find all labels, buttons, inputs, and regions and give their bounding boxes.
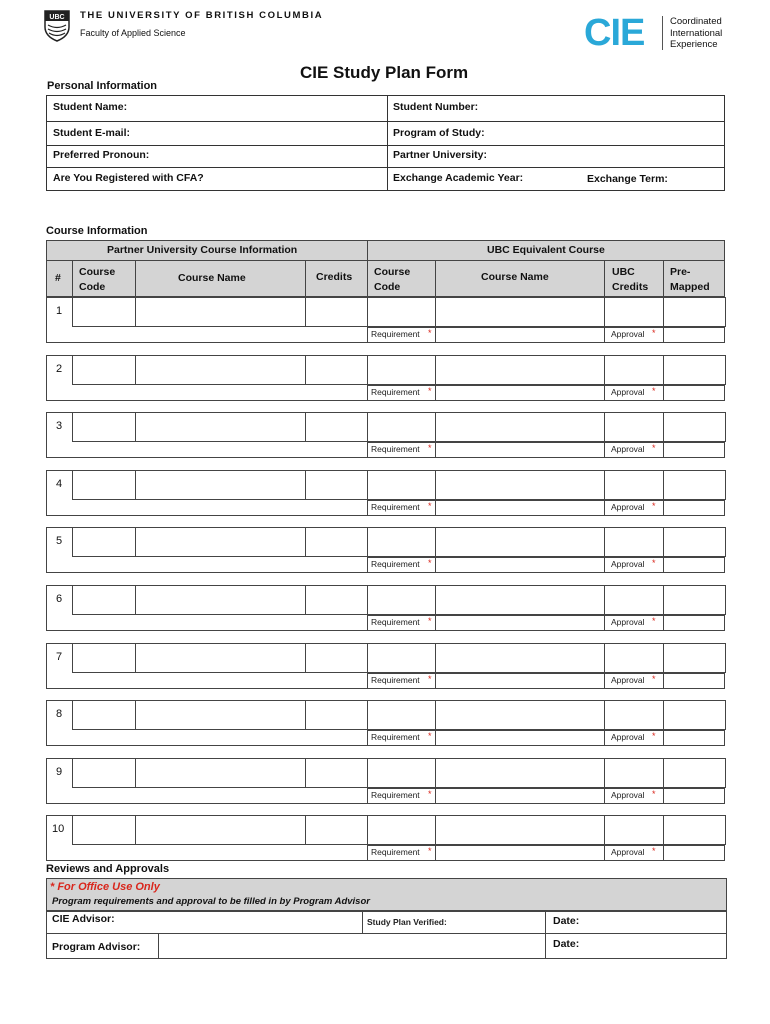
approval-input[interactable] [663, 615, 725, 631]
premapped-input[interactable] [663, 758, 726, 788]
partner-course-name-input[interactable] [135, 355, 306, 385]
ubc-course-name-input[interactable] [435, 643, 605, 673]
ubc-course-name-input[interactable] [435, 585, 605, 615]
divider [46, 260, 725, 261]
approval-label: Approval [611, 847, 645, 857]
partner-credits-input[interactable] [305, 470, 368, 500]
row-number: 10 [52, 823, 65, 835]
approval-input[interactable] [663, 730, 725, 746]
requirement-label: Requirement [371, 502, 420, 512]
partner-course-code-input[interactable] [72, 815, 136, 845]
student-email-field[interactable]: Student E-mail: [53, 127, 131, 139]
required-star: * [428, 386, 432, 396]
requirement-label: Requirement [371, 675, 420, 685]
row-number: 9 [56, 766, 63, 778]
ubc-course-name-input[interactable] [435, 297, 605, 327]
ubc-course-code-input[interactable] [367, 297, 436, 327]
ubc-credits-input[interactable] [604, 643, 664, 673]
ubc-course-code-input[interactable] [367, 470, 436, 500]
row-number: 8 [56, 708, 63, 720]
course-info-heading: Course Information [46, 225, 148, 237]
tagline-line-3: Experience [670, 39, 718, 50]
partner-course-name-input[interactable] [135, 412, 306, 442]
cie-logo: CIE [584, 12, 645, 54]
col-premapped-line-1: Pre- [670, 266, 691, 278]
partner-credits-input[interactable] [305, 585, 368, 615]
partner-credits-input[interactable] [305, 700, 368, 730]
requirement-label: Requirement [371, 559, 420, 569]
ubc-credits-input[interactable] [604, 700, 664, 730]
required-star: * [428, 501, 432, 511]
row-number: 2 [56, 363, 63, 375]
required-star: * [652, 501, 656, 511]
partner-course-name-input[interactable] [135, 585, 306, 615]
requirement-input[interactable] [435, 615, 605, 631]
partner-credits-input[interactable] [305, 643, 368, 673]
row-number: 5 [56, 535, 63, 547]
tagline-line-2: International [670, 27, 723, 39]
required-star: * [652, 674, 656, 684]
program-advisor-date-field[interactable]: Date: [553, 938, 580, 950]
partner-credits-input[interactable] [305, 355, 368, 385]
student-name-field[interactable]: Student Name: [53, 101, 128, 113]
tagline-line-1: Coordinated [670, 16, 722, 27]
divider [158, 933, 159, 959]
ubc-credits-input[interactable] [604, 758, 664, 788]
office-use-only-label: * For Office Use Only [50, 881, 160, 893]
ubc-course-name-input[interactable] [435, 412, 605, 442]
row-number: 6 [56, 593, 63, 605]
ubc-course-code-input[interactable] [367, 355, 436, 385]
required-star: * [428, 616, 432, 626]
cfa-registration-field[interactable]: Are You Registered with CFA? [53, 172, 204, 184]
row-number: 3 [56, 420, 63, 432]
approval-label: Approval [611, 559, 645, 569]
requirement-input[interactable] [435, 500, 605, 516]
partner-course-name-input[interactable] [135, 700, 306, 730]
ubc-course-name-input[interactable] [435, 700, 605, 730]
office-use-note: Program requirements and approval to be filled in by Program Advisor [52, 896, 370, 907]
requirement-label: Requirement [371, 617, 420, 627]
partner-course-code-input[interactable] [72, 297, 136, 327]
premapped-input[interactable] [663, 815, 726, 845]
col-credits: Credits [316, 271, 353, 283]
required-star: * [428, 443, 432, 453]
premapped-input[interactable] [663, 355, 726, 385]
required-star: * [428, 789, 432, 799]
requirement-label: Requirement [371, 732, 420, 742]
divider [435, 260, 436, 297]
required-star: * [652, 731, 656, 741]
logo-divider [662, 16, 663, 50]
col-ubc-code-line-2: Code [374, 281, 401, 293]
divider [46, 121, 725, 122]
ubc-course-code-input[interactable] [367, 815, 436, 845]
col-ubc-course-code [374, 265, 410, 295]
partner-course-name-input[interactable] [135, 758, 306, 788]
premapped-input[interactable] [663, 297, 726, 327]
col-ubc-code-line-1: Course [374, 266, 411, 278]
approval-input[interactable] [663, 442, 725, 458]
ubc-crest-logo [44, 10, 70, 42]
ubc-course-code-input[interactable] [367, 527, 436, 557]
required-star: * [652, 443, 656, 453]
partner-credits-input[interactable] [305, 758, 368, 788]
partner-course-code-input[interactable] [72, 700, 136, 730]
approval-input[interactable] [663, 385, 725, 401]
exchange-term-field[interactable]: Exchange Term: [587, 173, 668, 185]
partner-course-name-input[interactable] [135, 297, 306, 327]
approval-input[interactable] [663, 327, 725, 343]
premapped-input[interactable] [663, 585, 726, 615]
ubc-course-code-input[interactable] [367, 585, 436, 615]
divider [46, 145, 725, 146]
ubc-course-name-input[interactable] [435, 470, 605, 500]
col-course-code [79, 265, 115, 295]
personal-info-heading: Personal Information [47, 80, 158, 92]
divider [135, 260, 136, 297]
program-of-study-field[interactable]: Program of Study: [393, 127, 485, 139]
ubc-course-name-input[interactable] [435, 758, 605, 788]
ubc-credits-input[interactable] [604, 815, 664, 845]
ubc-credits-input[interactable] [604, 470, 664, 500]
ubc-course-code-input[interactable] [367, 758, 436, 788]
ubc-course-name-input[interactable] [435, 815, 605, 845]
col-premapped [670, 265, 710, 295]
requirement-input[interactable] [435, 845, 605, 861]
partner-course-name-input[interactable] [135, 643, 306, 673]
col-ubc-course-name: Course Name [481, 271, 549, 283]
partner-course-header: Partner University Course Information [107, 244, 298, 256]
ubc-credits-input[interactable] [604, 527, 664, 557]
ubc-course-code-input[interactable] [367, 412, 436, 442]
partner-course-code-input[interactable] [72, 412, 136, 442]
divider [72, 260, 73, 297]
ubc-equivalent-header: UBC Equivalent Course [487, 244, 605, 256]
partner-course-name-input[interactable] [135, 527, 306, 557]
reviews-heading: Reviews and Approvals [46, 863, 170, 875]
required-star: * [428, 731, 432, 741]
required-star: * [652, 789, 656, 799]
partner-credits-input[interactable] [305, 815, 368, 845]
col-course-code-line-1: Course [79, 266, 116, 278]
row-number: 1 [56, 305, 63, 317]
study-plan-verified-field[interactable]: Study Plan Verified: [367, 917, 447, 927]
student-number-field[interactable]: Student Number: [393, 101, 479, 113]
divider [387, 95, 388, 191]
partner-credits-input[interactable] [305, 297, 368, 327]
divider [367, 240, 368, 297]
crest-text: UBC [49, 14, 65, 21]
form-title: CIE Study Plan Form [300, 63, 469, 82]
premapped-input[interactable] [663, 527, 726, 557]
partner-course-code-input[interactable] [72, 643, 136, 673]
requirement-input[interactable] [435, 385, 605, 401]
requirement-label: Requirement [371, 790, 420, 800]
col-ubc-credits [612, 265, 648, 295]
col-course-code-line-2: Code [79, 281, 106, 293]
approval-input[interactable] [663, 788, 725, 804]
ubc-credits-input[interactable] [604, 297, 664, 327]
required-star: * [428, 328, 432, 338]
requirement-label: Requirement [371, 444, 420, 454]
approval-input[interactable] [663, 557, 725, 573]
divider [545, 911, 546, 959]
cie-advisor-field[interactable]: CIE Advisor: [52, 913, 115, 925]
approval-label: Approval [611, 790, 645, 800]
approval-label: Approval [611, 387, 645, 397]
approval-label: Approval [611, 732, 645, 742]
approval-label: Approval [611, 675, 645, 685]
required-star: * [428, 558, 432, 568]
approval-label: Approval [611, 444, 645, 454]
premapped-input[interactable] [663, 700, 726, 730]
required-star: * [652, 558, 656, 568]
partner-course-code-input[interactable] [72, 355, 136, 385]
col-premapped-line-2: Mapped [670, 281, 710, 293]
approval-input[interactable] [663, 500, 725, 516]
partner-course-name-input[interactable] [135, 815, 306, 845]
required-star: * [652, 328, 656, 338]
partner-course-code-input[interactable] [72, 585, 136, 615]
required-star: * [652, 616, 656, 626]
partner-university-field[interactable]: Partner University: [393, 149, 487, 161]
ubc-credits-input[interactable] [604, 412, 664, 442]
row-number: 4 [56, 478, 63, 490]
col-number: # [55, 272, 61, 284]
partner-credits-input[interactable] [305, 527, 368, 557]
requirement-label: Requirement [371, 387, 420, 397]
requirement-input[interactable] [435, 557, 605, 573]
requirement-label: Requirement [371, 847, 420, 857]
required-star: * [428, 846, 432, 856]
ubc-course-name-input[interactable] [435, 355, 605, 385]
approval-label: Approval [611, 617, 645, 627]
col-course-name: Course Name [178, 272, 246, 284]
divider [604, 260, 605, 297]
required-star: * [652, 846, 656, 856]
col-ubc-credits-line-1: UBC [612, 266, 635, 278]
approval-label: Approval [611, 502, 645, 512]
divider [46, 167, 725, 168]
premapped-input[interactable] [663, 412, 726, 442]
requirement-input[interactable] [435, 673, 605, 689]
cie-tagline [670, 16, 722, 51]
premapped-input[interactable] [663, 470, 726, 500]
requirement-input[interactable] [435, 327, 605, 343]
cie-advisor-date-field[interactable]: Date: [553, 915, 580, 927]
requirement-label: Requirement [371, 329, 420, 339]
col-ubc-credits-line-2: Credits [612, 281, 649, 293]
premapped-input[interactable] [663, 643, 726, 673]
university-name: THE UNIVERSITY OF BRITISH COLUMBIA [80, 10, 324, 21]
ubc-credits-input[interactable] [604, 585, 664, 615]
divider [305, 260, 306, 297]
ubc-credits-input[interactable] [604, 355, 664, 385]
partner-course-code-input[interactable] [72, 758, 136, 788]
divider [663, 260, 664, 297]
required-star: * [652, 386, 656, 396]
partner-credits-input[interactable] [305, 412, 368, 442]
ubc-course-code-input[interactable] [367, 643, 436, 673]
approval-label: Approval [611, 329, 645, 339]
requirement-input[interactable] [435, 730, 605, 746]
partner-course-code-input[interactable] [72, 527, 136, 557]
exchange-year-field[interactable]: Exchange Academic Year: [393, 172, 524, 184]
preferred-pronoun-field[interactable]: Preferred Pronoun: [53, 149, 150, 161]
required-star: * [428, 674, 432, 684]
partner-course-name-input[interactable] [135, 470, 306, 500]
requirement-input[interactable] [435, 788, 605, 804]
approval-input[interactable] [663, 845, 725, 861]
divider [362, 911, 363, 933]
requirement-input[interactable] [435, 442, 605, 458]
faculty-name: Faculty of Applied Science [80, 28, 186, 38]
ubc-course-code-input[interactable] [367, 700, 436, 730]
ubc-course-name-input[interactable] [435, 527, 605, 557]
partner-course-code-input[interactable] [72, 470, 136, 500]
divider [46, 933, 727, 934]
approval-input[interactable] [663, 673, 725, 689]
program-advisor-field[interactable]: Program Advisor: [52, 941, 141, 953]
row-number: 7 [56, 651, 63, 663]
